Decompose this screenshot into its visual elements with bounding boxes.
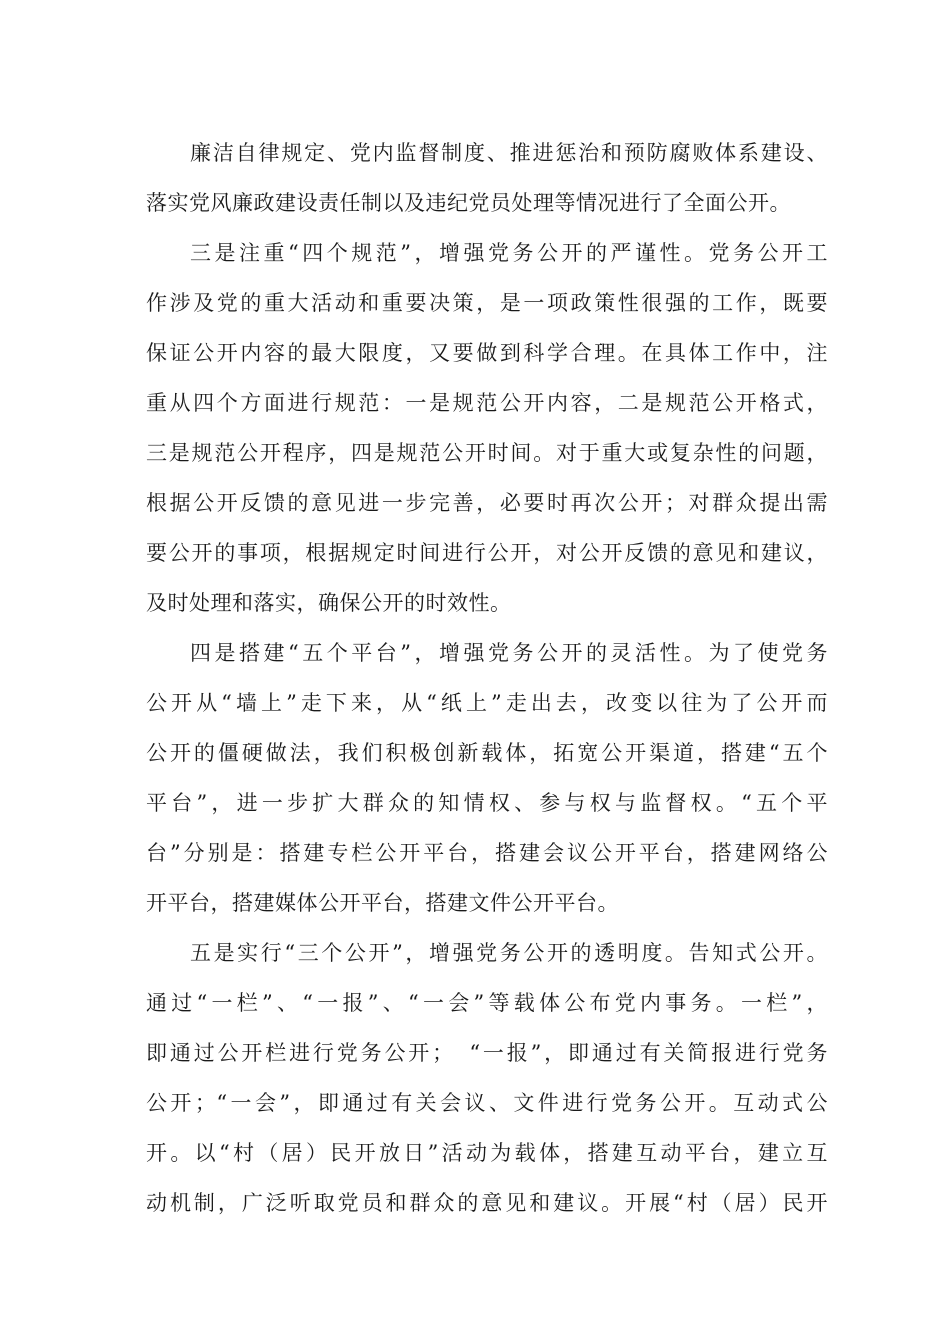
paragraph-line: 即通过公开栏进行党务公开； “一报”，即通过有关简报进行党务	[146, 1041, 828, 1065]
paragraph-line: 作涉及党的重大活动和重要决策，是一项政策性很强的工作，既要	[146, 291, 828, 315]
paragraph-line: 开。以“村（居）民开放日”活动为载体，搭建互动平台，建立互	[146, 1141, 828, 1165]
document-body	[146, 128, 828, 1228]
paragraph-line: 及时处理和落实，确保公开的时效性。	[146, 591, 512, 615]
paragraph-line: 三是注重“四个规范”，增强党务公开的严谨性。党务公开工	[190, 241, 828, 265]
paragraph-line: 三是规范公开程序，四是规范公开时间。对于重大或复杂性的问题，	[146, 441, 828, 465]
paragraph-line: 廉洁自律规定、党内监督制度、推进惩治和预防腐败体系建设、	[190, 141, 828, 165]
paragraph-line: 开平台，搭建媒体公开平台，搭建文件公开平台。	[146, 891, 619, 915]
paragraph-line: 四是搭建“五个平台”，增强党务公开的灵活性。为了使党务	[190, 641, 828, 665]
paragraph-line: 公开；“一会”，即通过有关会议、文件进行党务公开。互动式公	[146, 1091, 828, 1115]
paragraph-line: 保证公开内容的最大限度，又要做到科学合理。在具体工作中，注	[146, 341, 828, 365]
paragraph-line: 落实党风廉政建设责任制以及违纪党员处理等情况进行了全面公开。	[146, 191, 791, 215]
paragraph-line: 平台”，进一步扩大群众的知情权、参与权与监督权。“五个平	[146, 791, 828, 815]
paragraph-line: 公开的僵硬做法，我们积极创新载体，拓宽公开渠道，搭建“五个	[146, 741, 828, 765]
paragraph-line: 动机制，广泛听取党员和群众的意见和建议。开展“村（居）民开	[146, 1191, 828, 1215]
paragraph-line: 要公开的事项，根据规定时间进行公开，对公开反馈的意见和建议，	[146, 541, 828, 565]
paragraph-line: 通过“一栏”、“一报”、“一会”等载体公布党内事务。一栏”，	[146, 991, 828, 1015]
paragraph-line: 台”分别是：搭建专栏公开平台，搭建会议公开平台，搭建网络公	[146, 841, 828, 865]
paragraph-line: 重从四个方面进行规范：一是规范公开内容，二是规范公开格式，	[146, 391, 828, 415]
paragraph-line: 公开从“墙上”走下来，从“纸上”走出去，改变以往为了公开而	[146, 691, 828, 715]
paragraph-line: 根据公开反馈的意见进一步完善，必要时再次公开；对群众提出需	[146, 491, 828, 515]
paragraph-line: 五是实行“三个公开”，增强党务公开的透明度。告知式公开。	[190, 941, 828, 965]
